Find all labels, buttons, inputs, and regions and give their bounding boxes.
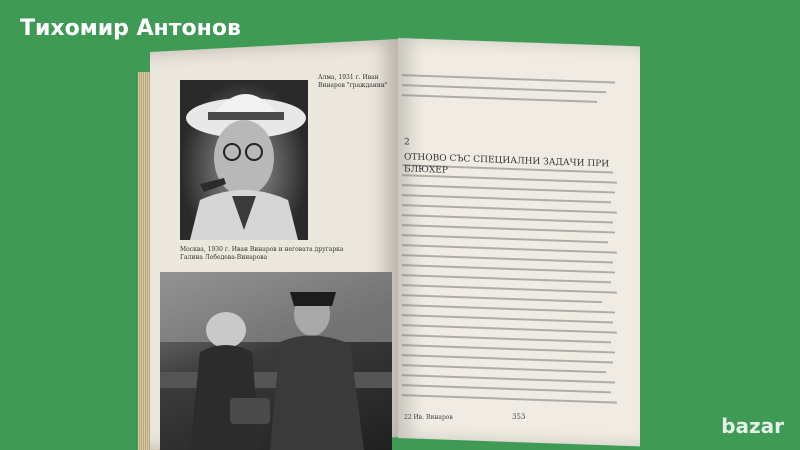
seller-name: Тихомир Антонов	[20, 16, 241, 41]
portrait-photo	[180, 80, 308, 240]
bazar-watermark: bazar	[721, 414, 784, 438]
page-footer-label: 22 Ив. Винаров	[404, 414, 453, 421]
couple-photo	[160, 272, 392, 450]
portrait-illustration	[180, 80, 308, 240]
couple-illustration	[160, 272, 392, 450]
chapter-heading	[404, 136, 614, 182]
photo-caption-top: Алма, 1931 г. Иван Винаров "гражданин"	[318, 74, 388, 89]
chapter-title: ОТНОВО СЪС СПЕЦИАЛНИ ЗАДАЧИ ПРИ БЛЮХЕР	[404, 152, 610, 176]
chapter-number: 2	[404, 137, 410, 148]
book-text-lines	[402, 74, 624, 442]
page-number: 353	[512, 413, 526, 421]
photo-caption-bottom: Москва, 1930 г. Иван Винаров и неговата другарка Галина Лебедева-Винарова	[180, 246, 344, 261]
